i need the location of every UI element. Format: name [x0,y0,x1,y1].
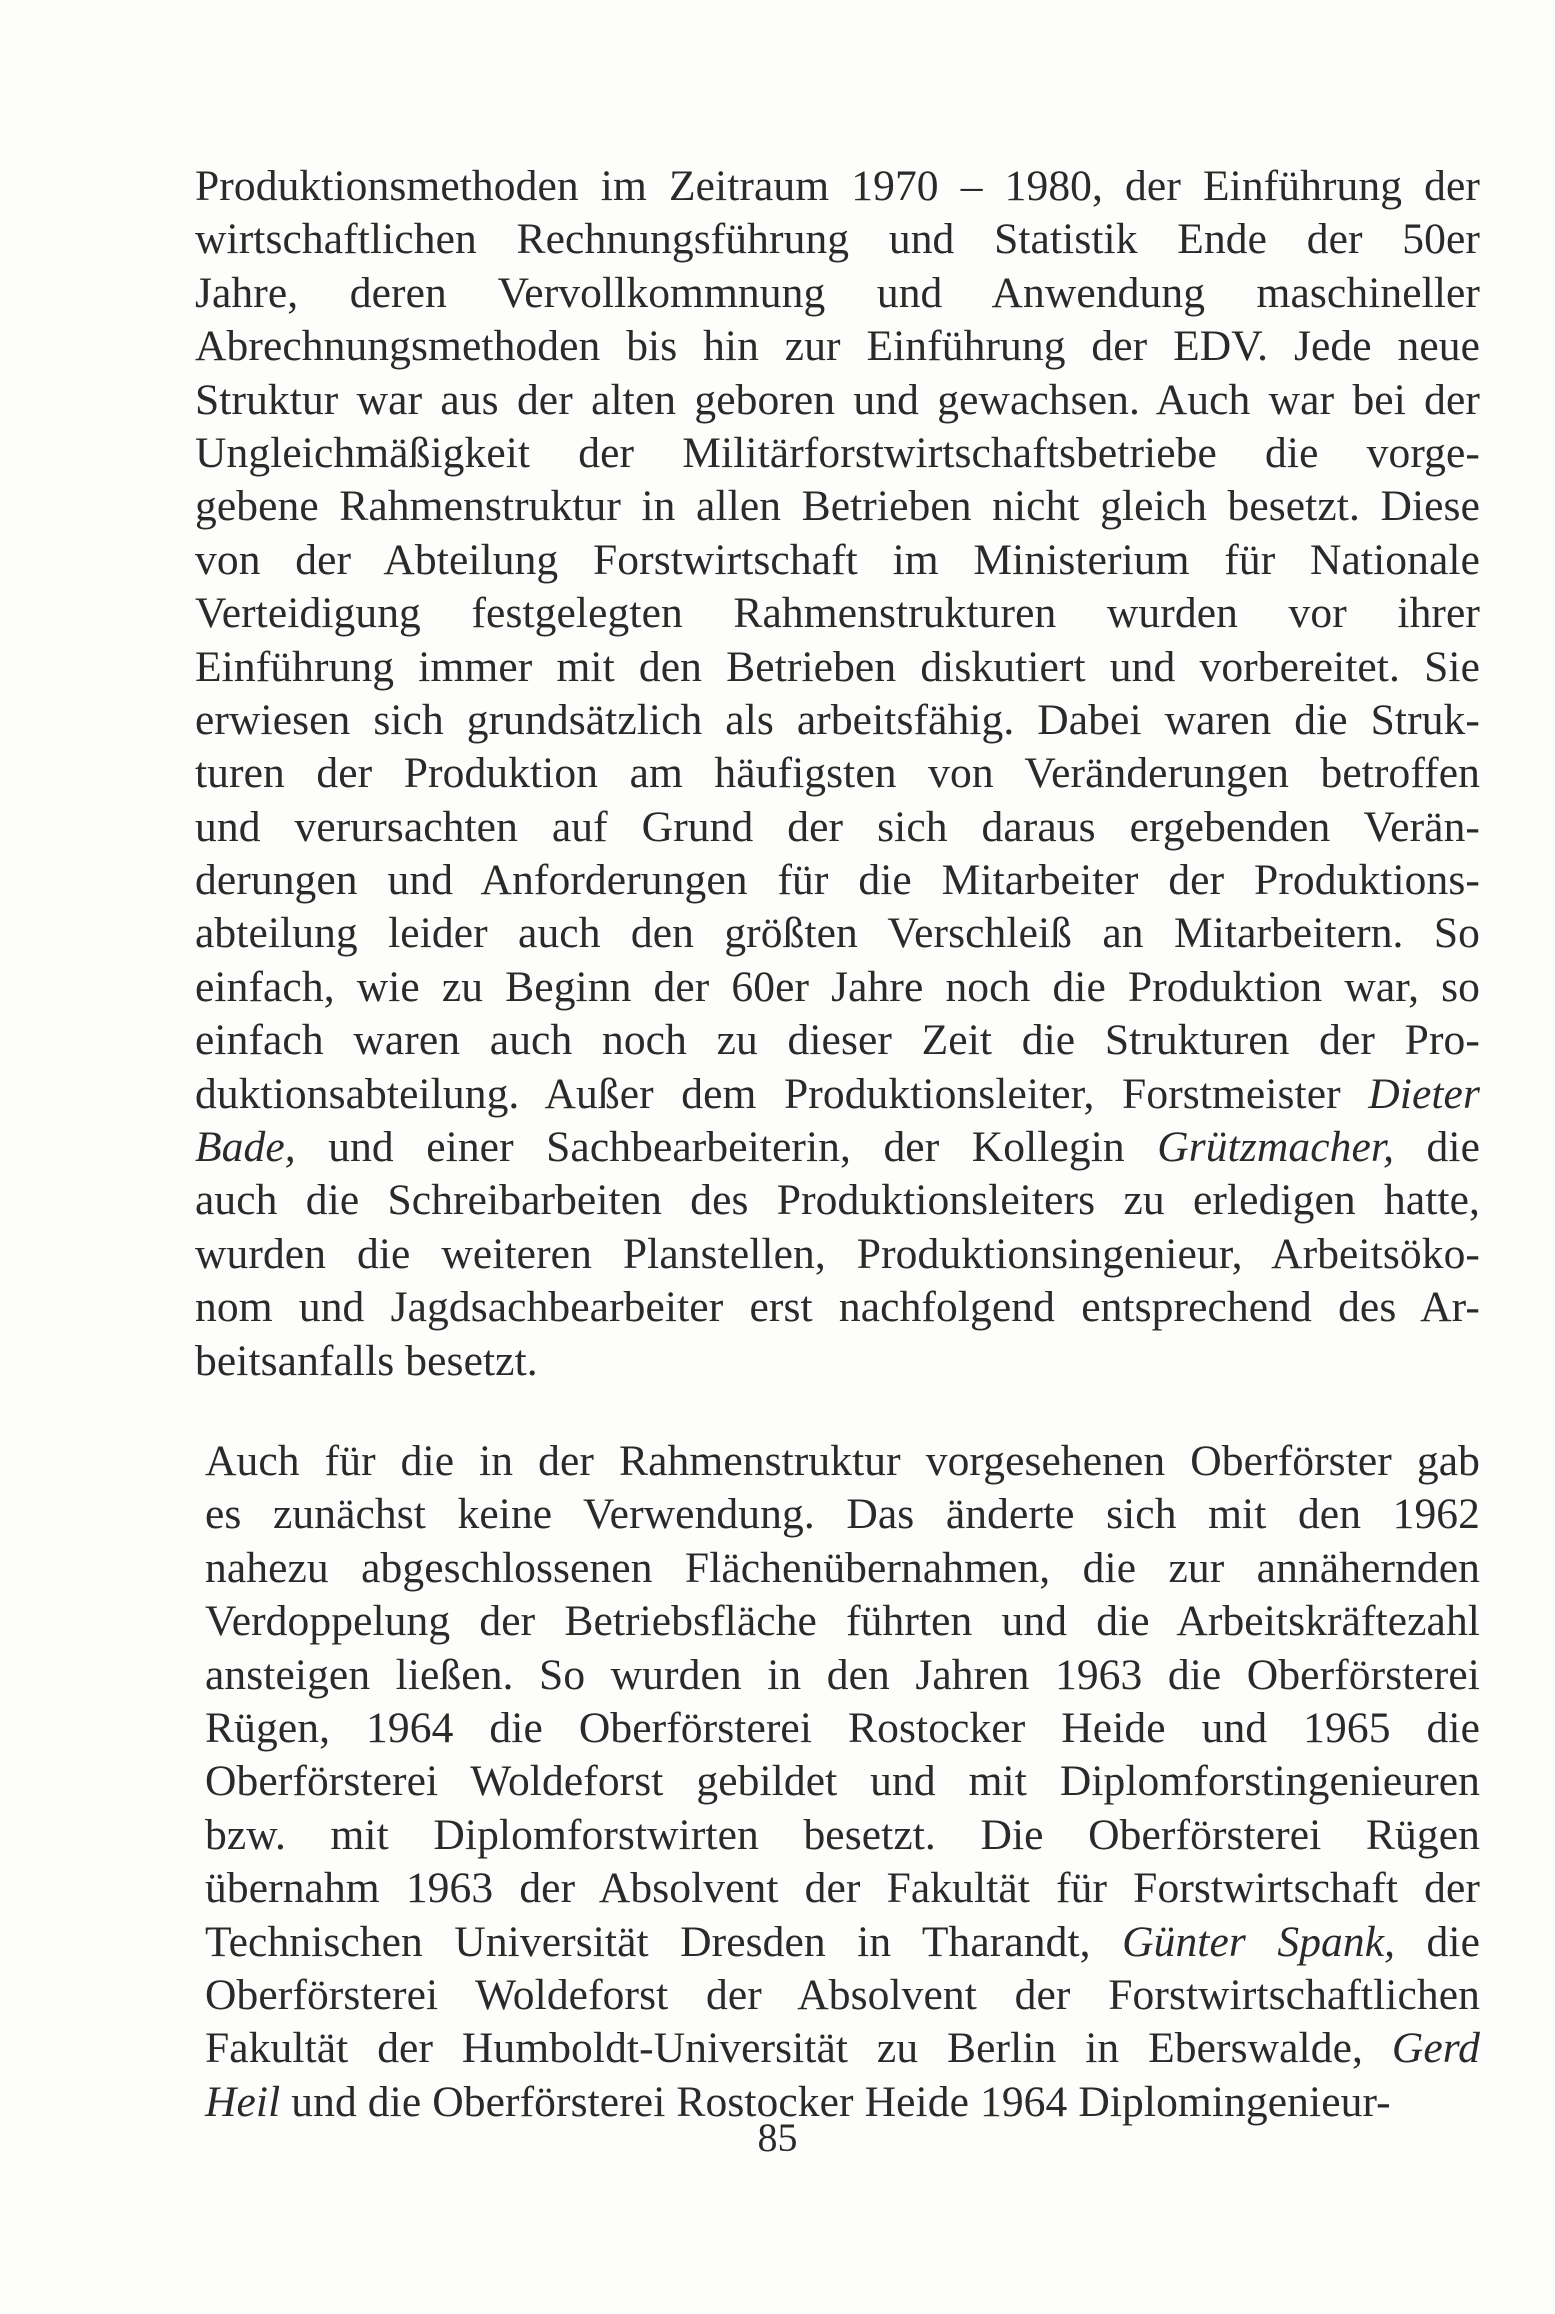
text-segment: gebene Rahmenstruktur in allen Betrieben nicht gleich besetzt. Diese [195,482,1480,531]
text-line [205,2022,1480,2075]
text-line [195,854,1480,907]
italic-name: Gerd [1391,2024,1480,2073]
text-segment: Rügen, 1964 die Oberförsterei Rostocker Heide und 1965 die [205,1703,1480,1752]
text-segment: Ungleichmäßigkeit der Militärforstwirtschaftsbetriebe die vorge- [195,428,1480,477]
text-line [195,1335,1480,1388]
paragraph-1 [195,160,1480,1388]
text-line [195,1228,1480,1281]
text-line [205,1702,1480,1755]
italic-name: Dieter [1368,1069,1480,1118]
text-segment: beitsanfalls besetzt. [195,1336,538,1385]
text-line [195,641,1480,694]
text-line [195,1174,1480,1227]
text-line [205,1809,1480,1862]
text-line [195,961,1480,1014]
text-line [195,160,1480,213]
text-line [205,1755,1480,1808]
text-segment: derungen und Anforderungen für die Mitarbeiter der Produktions- [195,856,1480,905]
text-segment: es zunächst keine Verwendung. Das änderte sich mit den 1962 [205,1490,1480,1539]
page-number: 85 [757,2115,798,2160]
text-line [195,1014,1480,1067]
italic-name: Günter Spank, [1122,1917,1396,1966]
text-segment: ansteigen ließen. So wurden in den Jahren 1963 die Oberförsterei [205,1650,1480,1699]
text-line [195,320,1480,373]
text-segment: einfach waren auch noch zu dieser Zeit die Strukturen der Pro- [195,1016,1480,1065]
text-line [205,1862,1480,1915]
text-segment: von der Abteilung Forstwirtschaft im Ministerium für Nationale [195,535,1480,584]
text-segment: Oberförsterei Woldeforst der Absolvent der Forstwirtschaftlichen [205,1970,1480,2019]
text-line [195,694,1480,747]
text-line [195,427,1480,480]
text-segment: Jahre, deren Vervollkommnung und Anwendung maschineller [195,268,1480,317]
text-line [195,480,1480,533]
text-line [205,1542,1480,1595]
text-segment: Verteidigung festgelegten Rahmenstrukturen wurden vor ihrer [195,589,1480,638]
text-line [205,1488,1480,1541]
text-segment: wurden die weiteren Planstellen, Produktionsingenieur, Arbeitsöko- [195,1229,1480,1278]
text-line [195,801,1480,854]
text-line [195,747,1480,800]
text-segment: Auch für die in der Rahmenstruktur vorgesehenen Oberförster gab [205,1437,1480,1485]
text-line [195,1068,1480,1121]
text-segment: Fakultät der Humboldt-Universität zu Berlin in Eberswalde, [205,2024,1392,2073]
text-segment: die [1395,1917,1480,1966]
text-segment: erwiesen sich grundsätzlich als arbeitsfähig. Dabei waren die Struk- [195,695,1480,744]
text-line [195,907,1480,960]
text-segment: übernahm 1963 der Absolvent der Fakultät für Forstwirtschaft der [205,1864,1480,1913]
italic-name: Heil [205,2077,281,2126]
text-segment: auch die Schreibarbeiten des Produktionsleiters zu erledigen hatte, [195,1176,1480,1225]
text-line [205,1969,1480,2022]
text-line [195,534,1480,587]
text-line [205,1435,1480,1488]
text-segment: Abrechnungsmethoden bis hin zur Einführung der EDV. Jede neue [195,322,1480,371]
text-line [205,1916,1480,1969]
text-segment: Produktionsmethoden im Zeitraum 1970 – 1980, der Einführung der [195,162,1480,210]
text-segment: wirtschaftlichen Rechnungsführung und Statistik Ende der 50er [195,215,1480,264]
text-segment: Einführung immer mit den Betrieben diskutiert und vorbereitet. Sie [195,642,1480,691]
text-line [205,1595,1480,1648]
text-segment: und die Oberförsterei Rostocker Heide 1964 Diplomingenieur- [280,2077,1391,2126]
text-line [195,1281,1480,1334]
text-segment: bzw. mit Diplomforstwirten besetzt. Die Oberförsterei Rügen [205,1810,1480,1859]
text-segment: Oberförsterei Woldeforst gebildet und mit Diplomforstingenieuren [205,1757,1480,1806]
italic-name: Bade, [195,1123,296,1172]
text-line [205,1649,1480,1702]
paragraph-2 [205,1435,1480,2129]
text-segment: Technischen Universität Dresden in Tharandt, [205,1917,1123,1966]
text-segment: abteilung leider auch den größten Verschleiß an Mitarbeitern. So [195,909,1480,958]
text-segment: nom und Jagdsachbearbeiter erst nachfolgend entsprechend des Ar- [195,1283,1480,1332]
text-segment: und verursachten auf Grund der sich daraus ergebenden Verän- [195,802,1480,851]
text-segment: Struktur war aus der alten geboren und gewachsen. Auch war bei der [195,375,1480,424]
italic-name: Grützmacher, [1157,1123,1395,1172]
text-segment: die [1394,1123,1480,1172]
text-line [195,374,1480,427]
text-line [195,213,1480,266]
text-line [195,267,1480,320]
text-segment: nahezu abgeschlossenen Flächenübernahmen, die zur annähernden [205,1543,1480,1592]
text-line [195,587,1480,640]
text-segment: turen der Produktion am häufigsten von Veränderungen betroffen [195,749,1480,798]
text-segment: und einer Sachbearbeiterin, der Kollegin [295,1123,1158,1172]
text-line [195,1121,1480,1174]
text-segment: duktionsabteilung. Außer dem Produktionsleiter, Forstmeister [195,1069,1369,1118]
text-segment: Verdoppelung der Betriebsfläche führten und die Arbeitskräftezahl [205,1597,1480,1646]
text-segment: einfach, wie zu Beginn der 60er Jahre noch die Produktion war, so [195,962,1480,1011]
